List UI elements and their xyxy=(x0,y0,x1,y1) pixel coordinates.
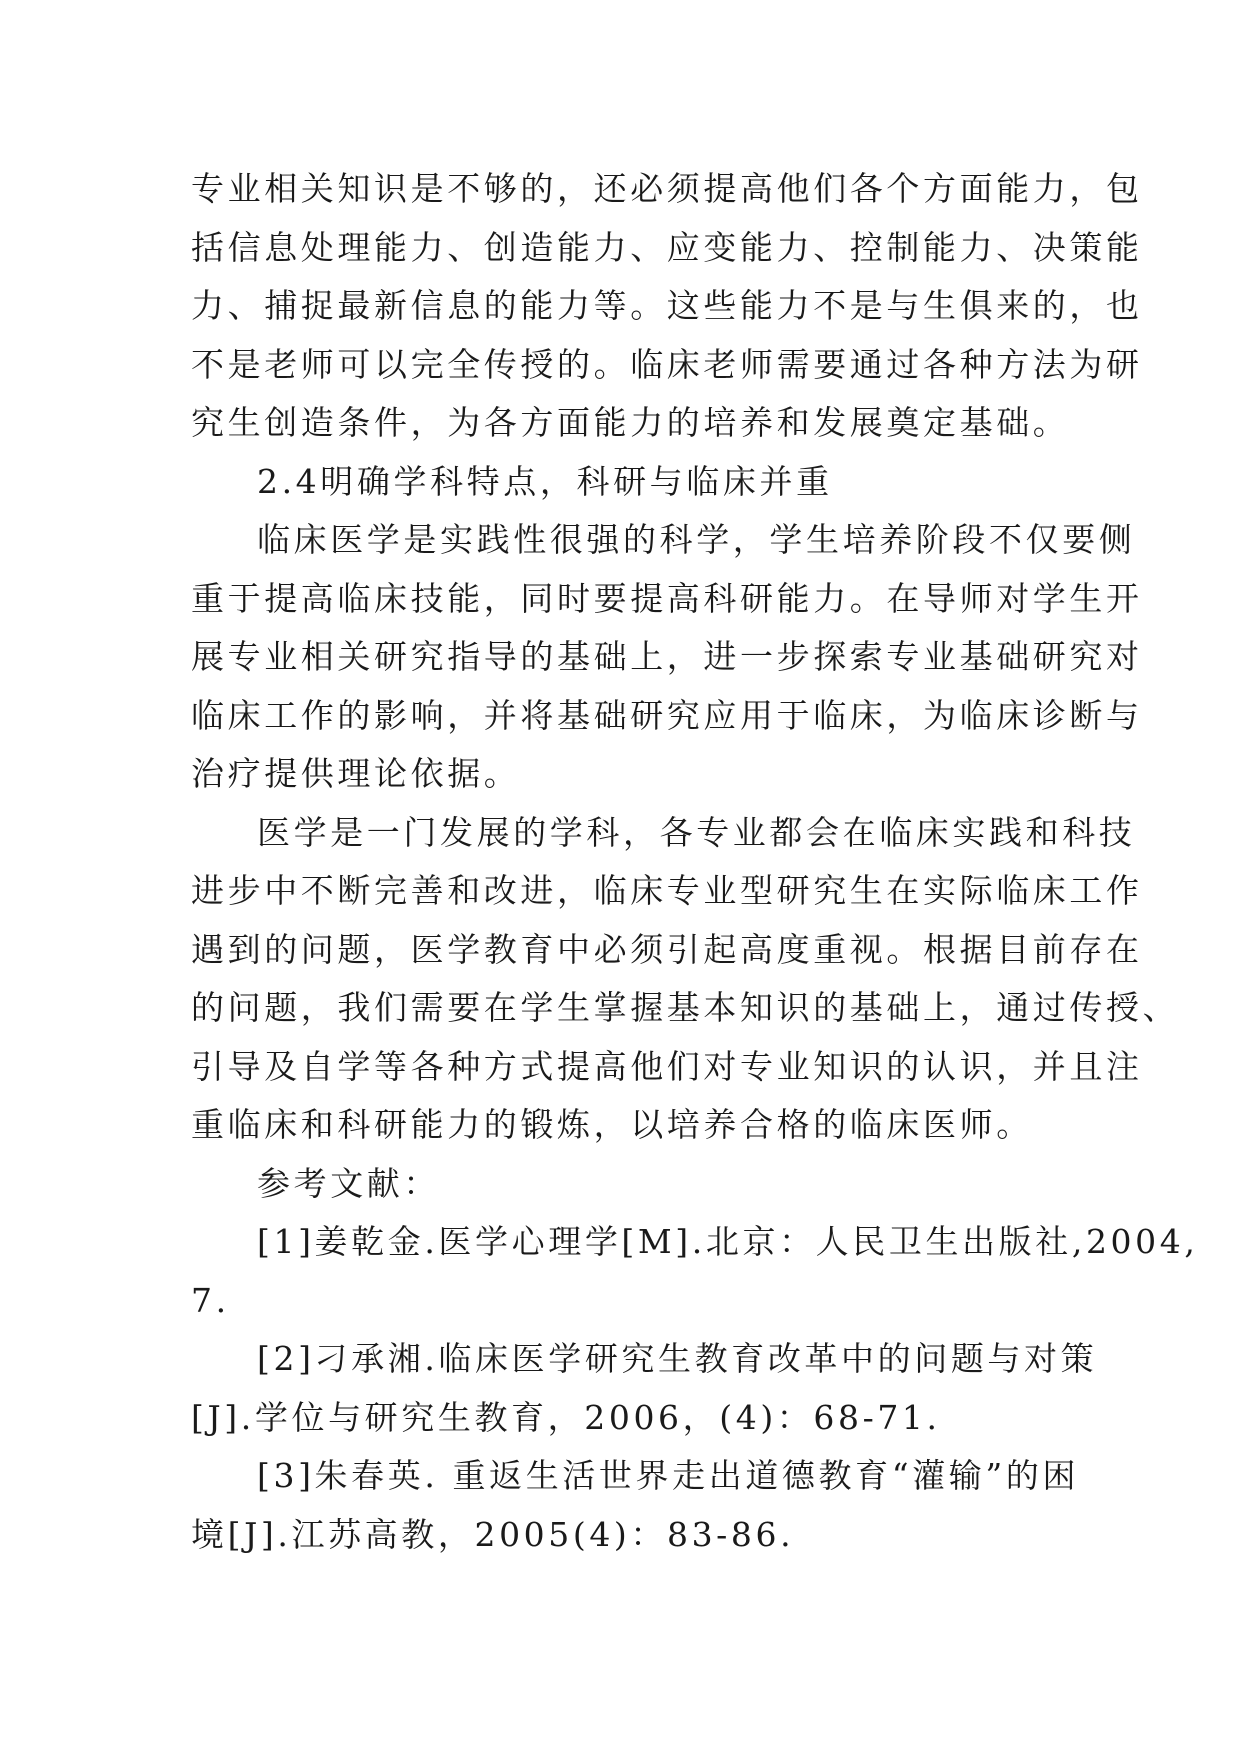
body-line: 不是老师可以完全传授的。临床老师需要通过各种方法为研 xyxy=(191,344,1143,384)
body-line: 的问题，我们需要在学生掌握基本知识的基础上，通过传授、 xyxy=(191,988,1180,1027)
references-heading: 参考文献： xyxy=(257,1163,440,1203)
body-line: 医学是一门发展的学科，各专业都会在临床实践和科技 xyxy=(257,812,1136,852)
body-line: 进步中不断完善和改进，临床专业型研究生在实际临床工作 xyxy=(191,871,1143,910)
reference-item: [2]刁承湘.临床医学研究生教育改革中的问题与对策 xyxy=(257,1339,1098,1378)
body-line: 引导及自学等各种方式提高他们对专业知识的认识，并且注 xyxy=(191,1046,1143,1086)
reference-item: [J].学位与研究生教育，2006，(4)：68-71. xyxy=(191,1397,941,1437)
body-line: 遇到的问题，医学教育中必须引起高度重视。根据目前存在 xyxy=(191,929,1143,969)
body-line: 专业相关知识是不够的，还必须提高他们各个方面能力，包 xyxy=(191,169,1143,208)
body-line: 临床工作的影响，并将基础研究应用于临床，为临床诊断与 xyxy=(191,695,1143,735)
document-body xyxy=(191,160,1199,1564)
reference-item: [1]姜乾金.医学心理学[M].北京：人民卫生出版社,2004, xyxy=(257,1222,1199,1261)
body-line: 展专业相关研究指导的基础上，进一步探索专业基础研究对 xyxy=(191,637,1143,676)
body-line: 临床医学是实践性很强的科学，学生培养阶段不仅要侧 xyxy=(257,520,1136,559)
body-line: 重临床和科研能力的锻炼，以培养合格的临床医师。 xyxy=(191,1105,1033,1144)
body-line: 治疗提供理论依据。 xyxy=(191,754,521,793)
reference-item: 7. xyxy=(191,1280,230,1320)
body-line: 重于提高临床技能，同时要提高科研能力。在导师对学生开 xyxy=(191,578,1143,618)
body-line: 力、捕捉最新信息的能力等。这些能力不是与生俱来的，也 xyxy=(191,286,1143,325)
body-line: 括信息处理能力、创造能力、应变能力、控制能力、决策能 xyxy=(191,227,1143,267)
reference-item: [3]朱春英. 重返生活世界走出道德教育“灌输”的困 xyxy=(257,1456,1080,1495)
body-line: 究生创造条件，为各方面能力的培养和发展奠定基础。 xyxy=(191,403,1070,442)
reference-item: 境[J].江苏高教，2005(4)：83-86. xyxy=(191,1514,795,1554)
section-heading: 2.4明确学科特点，科研与临床并重 xyxy=(257,461,833,501)
